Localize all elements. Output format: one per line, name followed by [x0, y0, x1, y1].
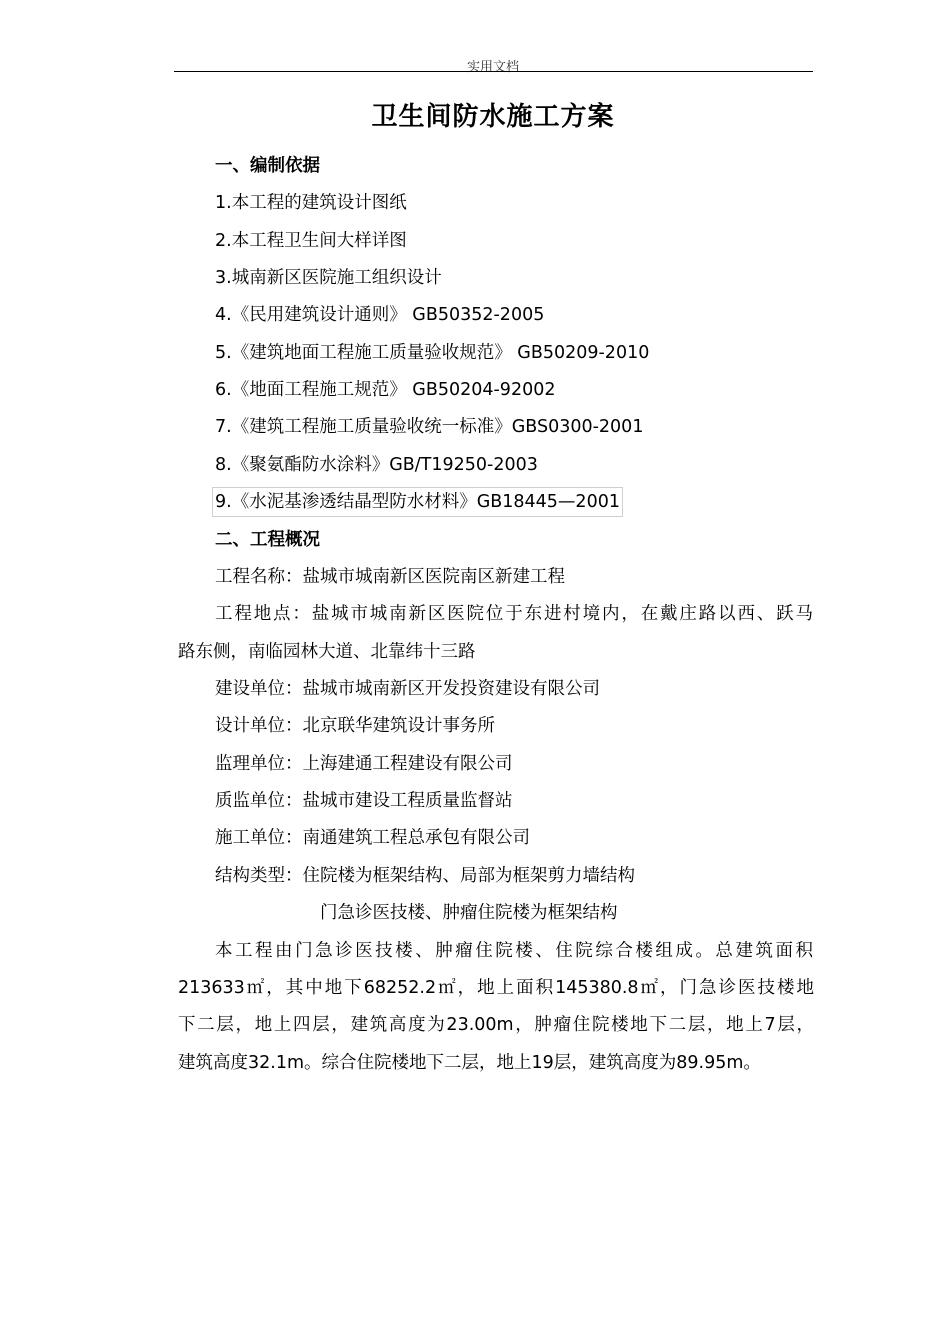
basis-item-2: 2.本工程卫生间大样详图 [215, 231, 407, 251]
summary-line-2: 213633㎡，其中地下68252.2㎡，地上面积145380.8㎡，门急诊医技楼地 [178, 978, 814, 998]
supervision-unit: 监理单位：上海建通工程建设有限公司 [215, 754, 513, 774]
project-location-line-1: 工程地点：盐城市城南新区医院位于东进村境内，在戴庄路以西、跃马 [215, 604, 813, 624]
page-header: 实用文档 [466, 60, 519, 75]
section-2-heading: 二、工程概况 [215, 530, 320, 550]
basis-item-5: 5.《建筑地面工程施工质量验收规范》 GB50209-2010 [215, 343, 650, 363]
document-title: 卫生间防水施工方案 [371, 102, 615, 132]
quality-supervision-unit: 质监单位：盐城市建设工程质量监督站 [215, 791, 513, 811]
summary-line-3: 下二层，地上四层，建筑高度为23.00m，肿瘤住院楼地下二层，地上7层， [178, 1015, 814, 1035]
summary-line-4: 建筑高度32.1m。综合住院楼地下二层，地上19层，建筑高度为89.95m。 [178, 1053, 761, 1073]
basis-item-6: 6.《地面工程施工规范》 GB50204-92002 [215, 380, 556, 400]
basis-item-3: 3.城南新区医院施工组织设计 [215, 268, 442, 288]
basis-item-8: 8.《聚氨酯防水涂料》GB/T19250-2003 [215, 455, 538, 475]
header-rule [174, 71, 813, 72]
project-location-line-2: 路东侧，南临园林大道、北靠纬十三路 [178, 642, 476, 662]
construction-unit: 施工单位：南通建筑工程总承包有限公司 [215, 828, 530, 848]
basis-item-1: 1.本工程的建筑设计图纸 [215, 193, 407, 213]
basis-item-7: 7.《建筑工程施工质量验收统一标准》GBS0300-2001 [215, 417, 644, 437]
builder-unit: 建设单位：盐城市城南新区开发投资建设有限公司 [215, 679, 600, 699]
structure-type-line-1: 结构类型：住院楼为框架结构、局部为框架剪力墙结构 [215, 866, 635, 886]
basis-item-9: 9.《水泥基渗透结晶型防水材料》GB18445—2001 [215, 492, 620, 512]
basis-item-4: 4.《民用建筑设计通则》 GB50352-2005 [215, 305, 545, 325]
structure-type-line-2: 门急诊医技楼、肿瘤住院楼为框架结构 [320, 903, 618, 923]
design-unit: 设计单位：北京联华建筑设计事务所 [215, 716, 495, 736]
summary-line-1: 本工程由门急诊医技楼、肿瘤住院楼、住院综合楼组成。总建筑面积 [215, 941, 813, 961]
section-1-heading: 一、编制依据 [215, 156, 320, 176]
project-name: 工程名称：盐城市城南新区医院南区新建工程 [215, 567, 565, 587]
